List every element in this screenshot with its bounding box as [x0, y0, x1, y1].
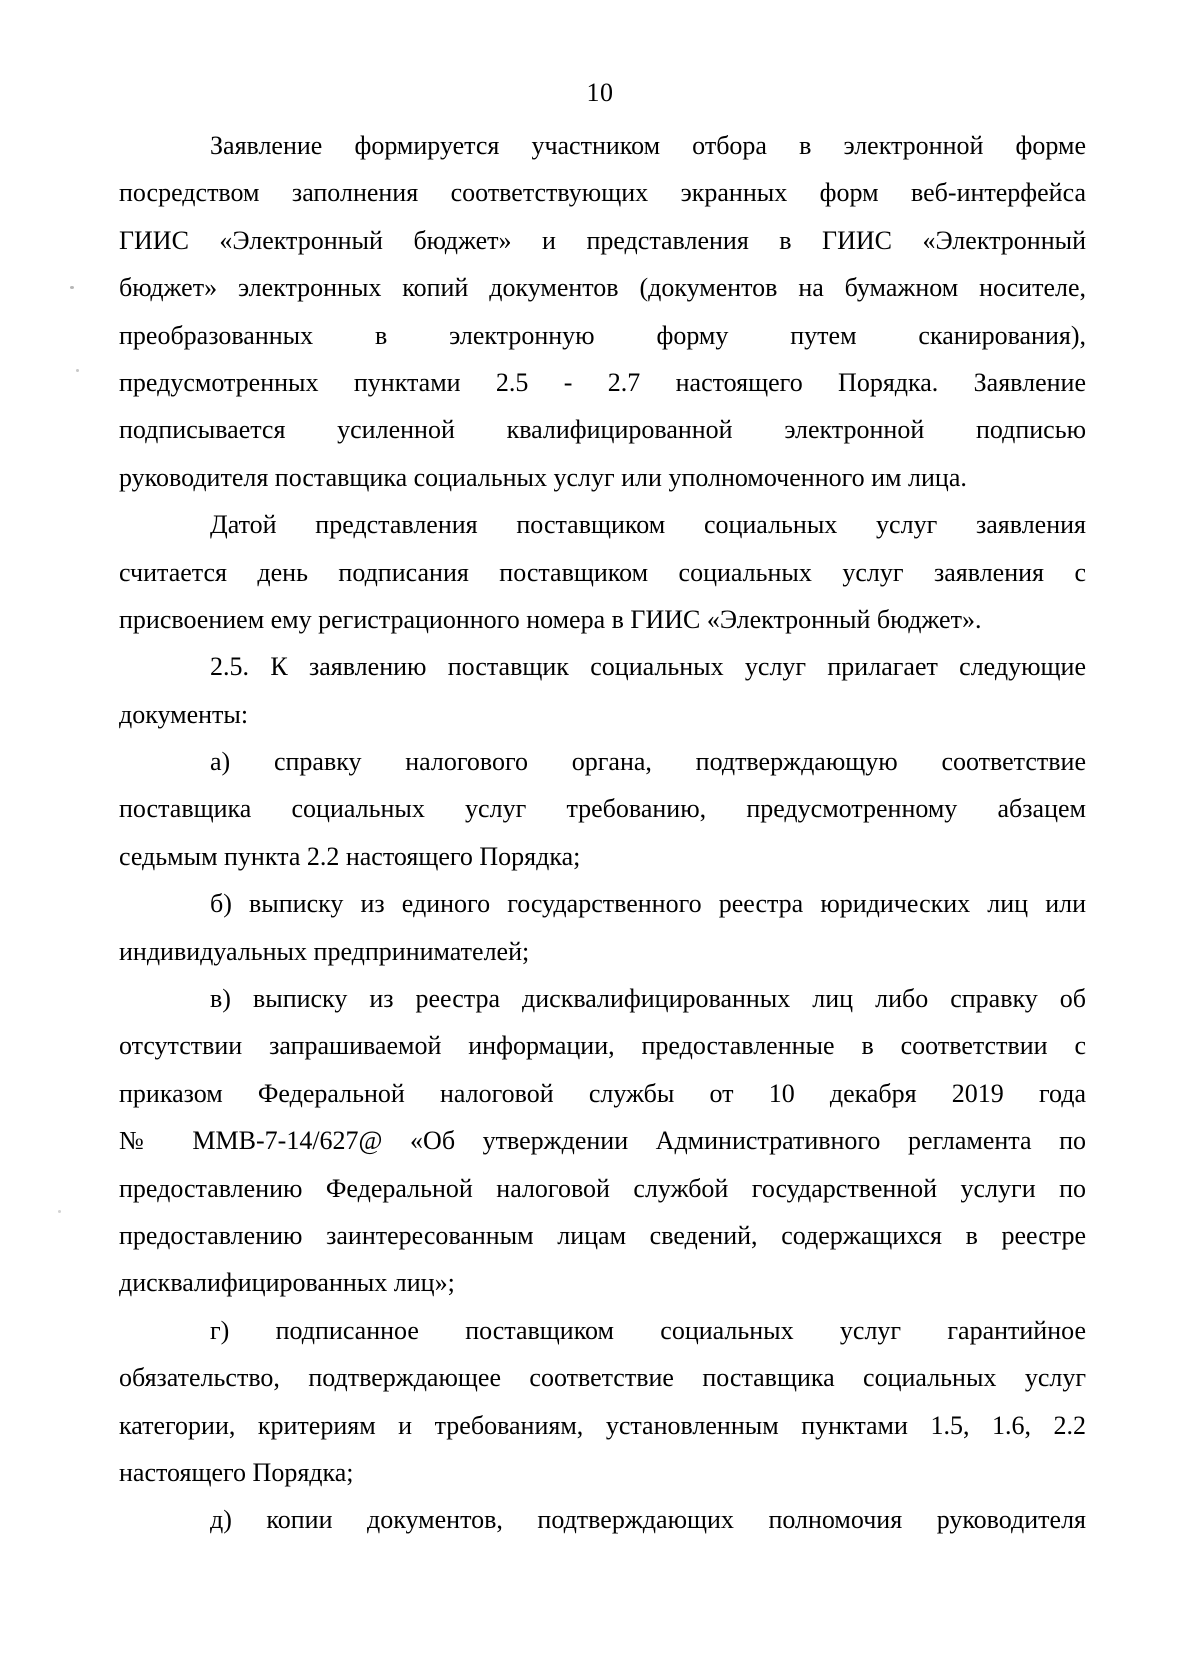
text-line: индивидуальных предпринимателей; [119, 936, 530, 966]
text-line: д) копии документов, подтверждающих полномочия руководителя [210, 1505, 1086, 1535]
text-line: Датой представления поставщиком социальных услуг заявления [210, 510, 1086, 540]
text-line: руководителя поставщика социальных услуг или уполномоченного им лица. [119, 462, 967, 492]
text-line: предоставлению заинтересованным лицам сведений, содержащихся в реестре [119, 1220, 1086, 1250]
text-line: обязательство, подтверждающее соответствие поставщика социальных услуг [119, 1363, 1086, 1393]
text-line: предоставлению Федеральной налоговой службой государственной услуги по [119, 1173, 1086, 1203]
text-line: дисквалифицированных лиц»; [119, 1268, 455, 1298]
text-line: № ММВ-7-14/627@ «Об утверждении Административного регламента по [119, 1126, 1086, 1156]
text-line: документы: [119, 699, 249, 729]
text-line: подписывается усиленной квалифицированной электронной подписью [119, 415, 1086, 445]
text-line: категории, критериям и требованиям, установленным пунктами 1.5, 1.6, 2.2 [119, 1410, 1086, 1440]
text-line: а) справку налогового органа, подтверждающую соответствие [210, 747, 1086, 777]
scan-artifact-dot [76, 369, 79, 372]
text-line: бюджет» электронных копий документов (документов на бумажном носителе, [119, 273, 1086, 303]
text-line: б) выписку из единого государственного реестра юридических лиц или [210, 889, 1086, 919]
page-number: 10 [586, 78, 614, 107]
text-line: г) подписанное поставщиком социальных услуг гарантийное [210, 1315, 1086, 1345]
text-line: отсутствии запрашиваемой информации, предоставленные в соответствии с [119, 1031, 1086, 1061]
text-line: настоящего Порядка; [119, 1457, 354, 1487]
text-line: предусмотренных пунктами 2.5 - 2.7 настоящего Порядка. Заявление [119, 367, 1086, 397]
text-line: поставщика социальных услуг требованию, предусмотренному абзацем [119, 794, 1086, 824]
text-line: присвоением ему регистрационного номера в ГИИС «Электронный бюджет». [119, 604, 982, 634]
text-line: седьмым пункта 2.2 настоящего Порядка; [119, 841, 581, 871]
text-line: 2.5. К заявлению поставщик социальных услуг прилагает следующие [210, 652, 1086, 682]
text-line: приказом Федеральной налоговой службы от 10 декабря 2019 года [119, 1078, 1086, 1108]
scan-artifact-dot [70, 286, 74, 289]
text-line: в) выписку из реестра дисквалифицированных лиц либо справку об [210, 984, 1086, 1014]
text-line: посредством заполнения соответствующих экранных форм веб-интерфейса [119, 178, 1086, 208]
text-line: ГИИС «Электронный бюджет» и представления в ГИИС «Электронный [119, 225, 1086, 255]
scan-artifact-dot [58, 1210, 61, 1213]
text-line: считается день подписания поставщиком социальных услуг заявления с [119, 557, 1086, 587]
document-body [119, 122, 1086, 1544]
text-line: Заявление формируется участником отбора в электронной форме [210, 131, 1086, 160]
text-line: преобразованных в электронную форму путем сканирования), [119, 320, 1086, 350]
